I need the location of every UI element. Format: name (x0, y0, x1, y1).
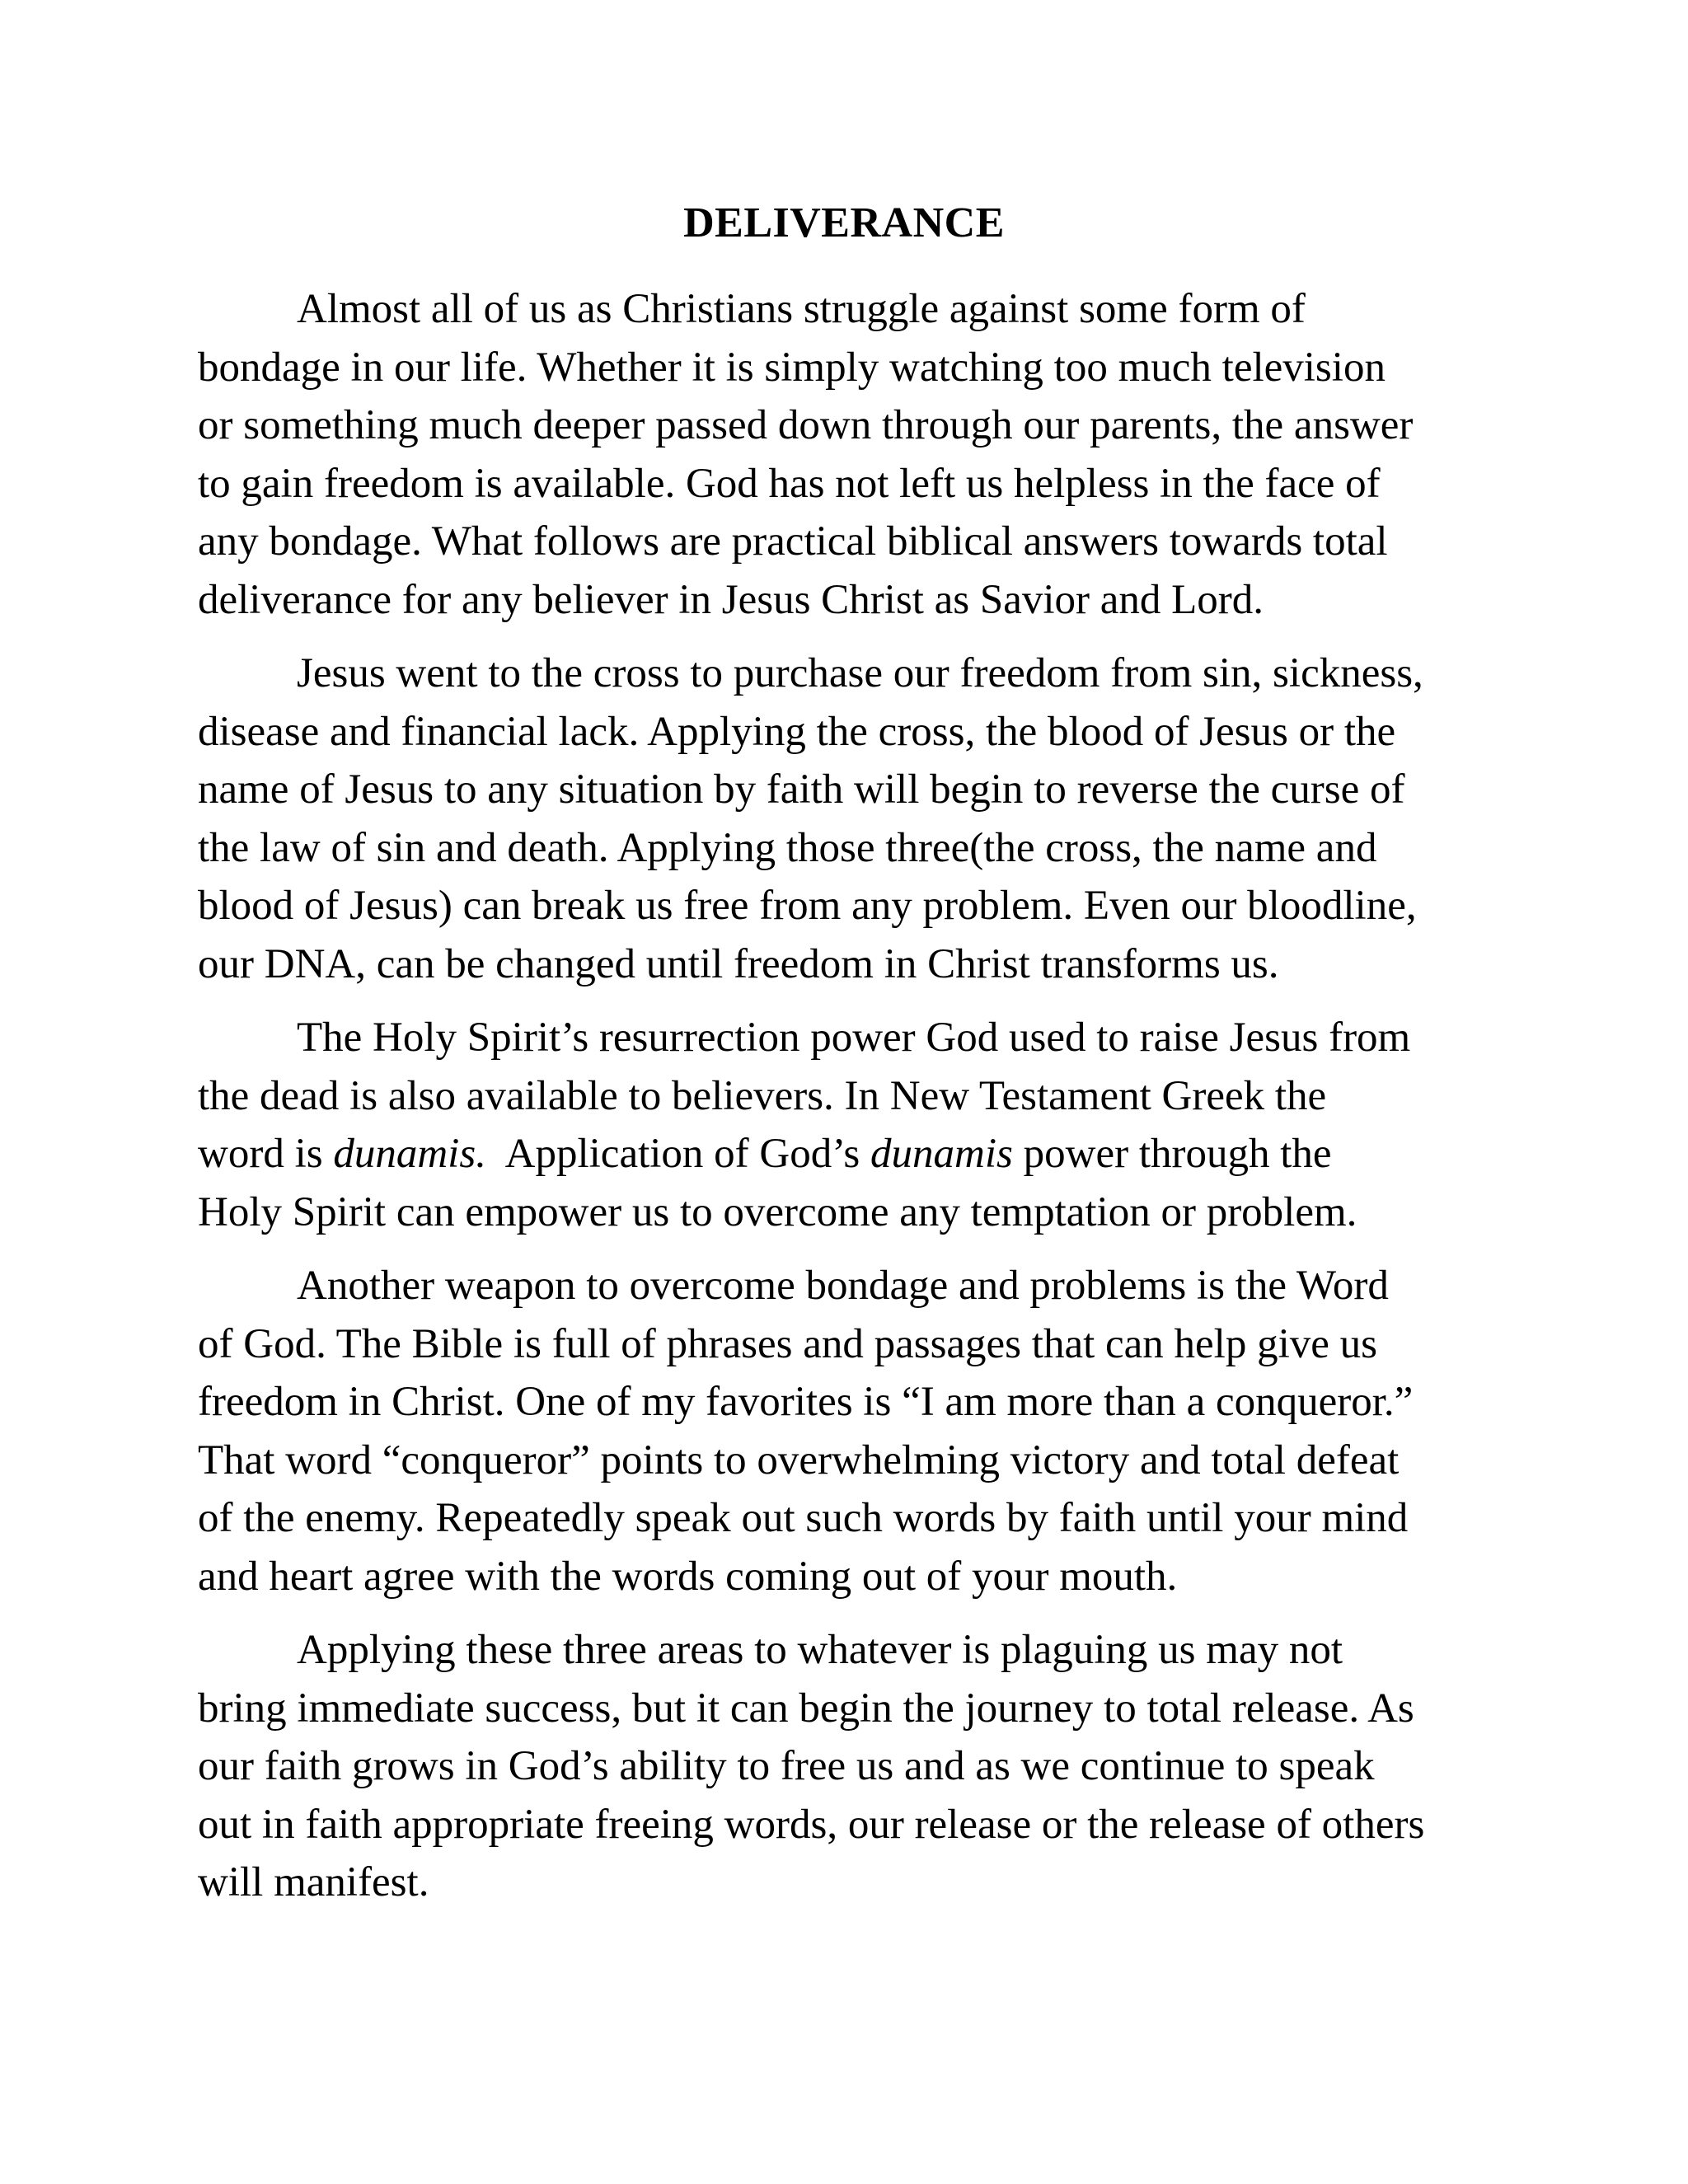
paragraph-line: Applying these three areas to whatever is plaguing us may not (297, 1627, 1343, 1673)
paragraph-line: and heart agree with the words coming out of your mouth. (198, 1553, 1178, 1600)
paragraph-line: The Holy Spirit’s resurrection power God used to raise Jesus from (297, 1015, 1411, 1061)
paragraph-line: name of Jesus to any situation by faith will begin to reverse the curse of (198, 766, 1405, 813)
paragraph-line: the dead is also available to believers. In New Testament Greek the (198, 1072, 1327, 1119)
paragraph-line: or something much deeper passed down through our parents, the answer (198, 402, 1414, 448)
paragraph-line: our faith grows in God’s ability to free us and as we continue to speak (198, 1743, 1375, 1789)
document-title: DELIVERANCE (683, 199, 1005, 246)
paragraph-line: of the enemy. Repeatedly speak out such words by faith until your mind (198, 1495, 1409, 1541)
paragraph-1 (198, 280, 1496, 629)
italic-term: dunamis. (333, 1131, 486, 1177)
text-run: word is (198, 1131, 334, 1177)
paragraph-line: Jesus went to the cross to purchase our freedom from sin, sickness, (297, 650, 1423, 696)
paragraph-2 (198, 644, 1496, 993)
paragraph-line: out in faith appropriate freeing words, our release or the release of others (198, 1801, 1425, 1848)
paragraph-3 (198, 1009, 1496, 1241)
paragraph-line: the law of sin and death. Applying those three(the cross, the name and (198, 824, 1377, 871)
paragraph-5 (198, 1621, 1496, 1912)
paragraph-line: That word “conqueror” points to overwhelming victory and total defeat (198, 1436, 1400, 1483)
paragraph-line: will manifest. (198, 1859, 429, 1905)
paragraph-line (198, 1125, 1496, 1183)
paragraph-line: our DNA, can be changed until freedom in Christ transforms us. (198, 940, 1279, 987)
paragraph-line: Another weapon to overcome bondage and problems is the Word (297, 1263, 1389, 1309)
paragraph-line: blood of Jesus) can break us free from any problem. Even our bloodline, (198, 883, 1417, 929)
document-body (198, 280, 1496, 1928)
paragraph-line: freedom in Christ. One of my favorites is “I am more than a conqueror.” (198, 1379, 1414, 1425)
paragraph-line: bondage in our life. Whether it is simply watching too much television (198, 344, 1386, 391)
paragraph-line: disease and financial lack. Applying the cross, the blood of Jesus or the (198, 708, 1396, 755)
paragraph-line: bring immediate success, but it can begin the journey to total release. As (198, 1685, 1414, 1732)
paragraph-line: to gain freedom is available. God has not left us helpless in the face of (198, 460, 1381, 507)
italic-term: dunamis (870, 1131, 1013, 1177)
paragraph-line: of God. The Bible is full of phrases and passages that can help give us (198, 1320, 1377, 1367)
paragraph-line: any bondage. What follows are practical biblical answers towards total (198, 518, 1388, 565)
paragraph-line: Almost all of us as Christians struggle against some form of (297, 286, 1306, 332)
paragraph-line: Holy Spirit can empower us to overcome any temptation or problem. (198, 1188, 1357, 1235)
paragraph-4 (198, 1257, 1496, 1605)
text-run: power through the (1012, 1131, 1332, 1177)
text-run: Application of God’s (485, 1131, 871, 1177)
paragraph-line: deliverance for any believer in Jesus Christ as Savior and Lord. (198, 576, 1264, 623)
